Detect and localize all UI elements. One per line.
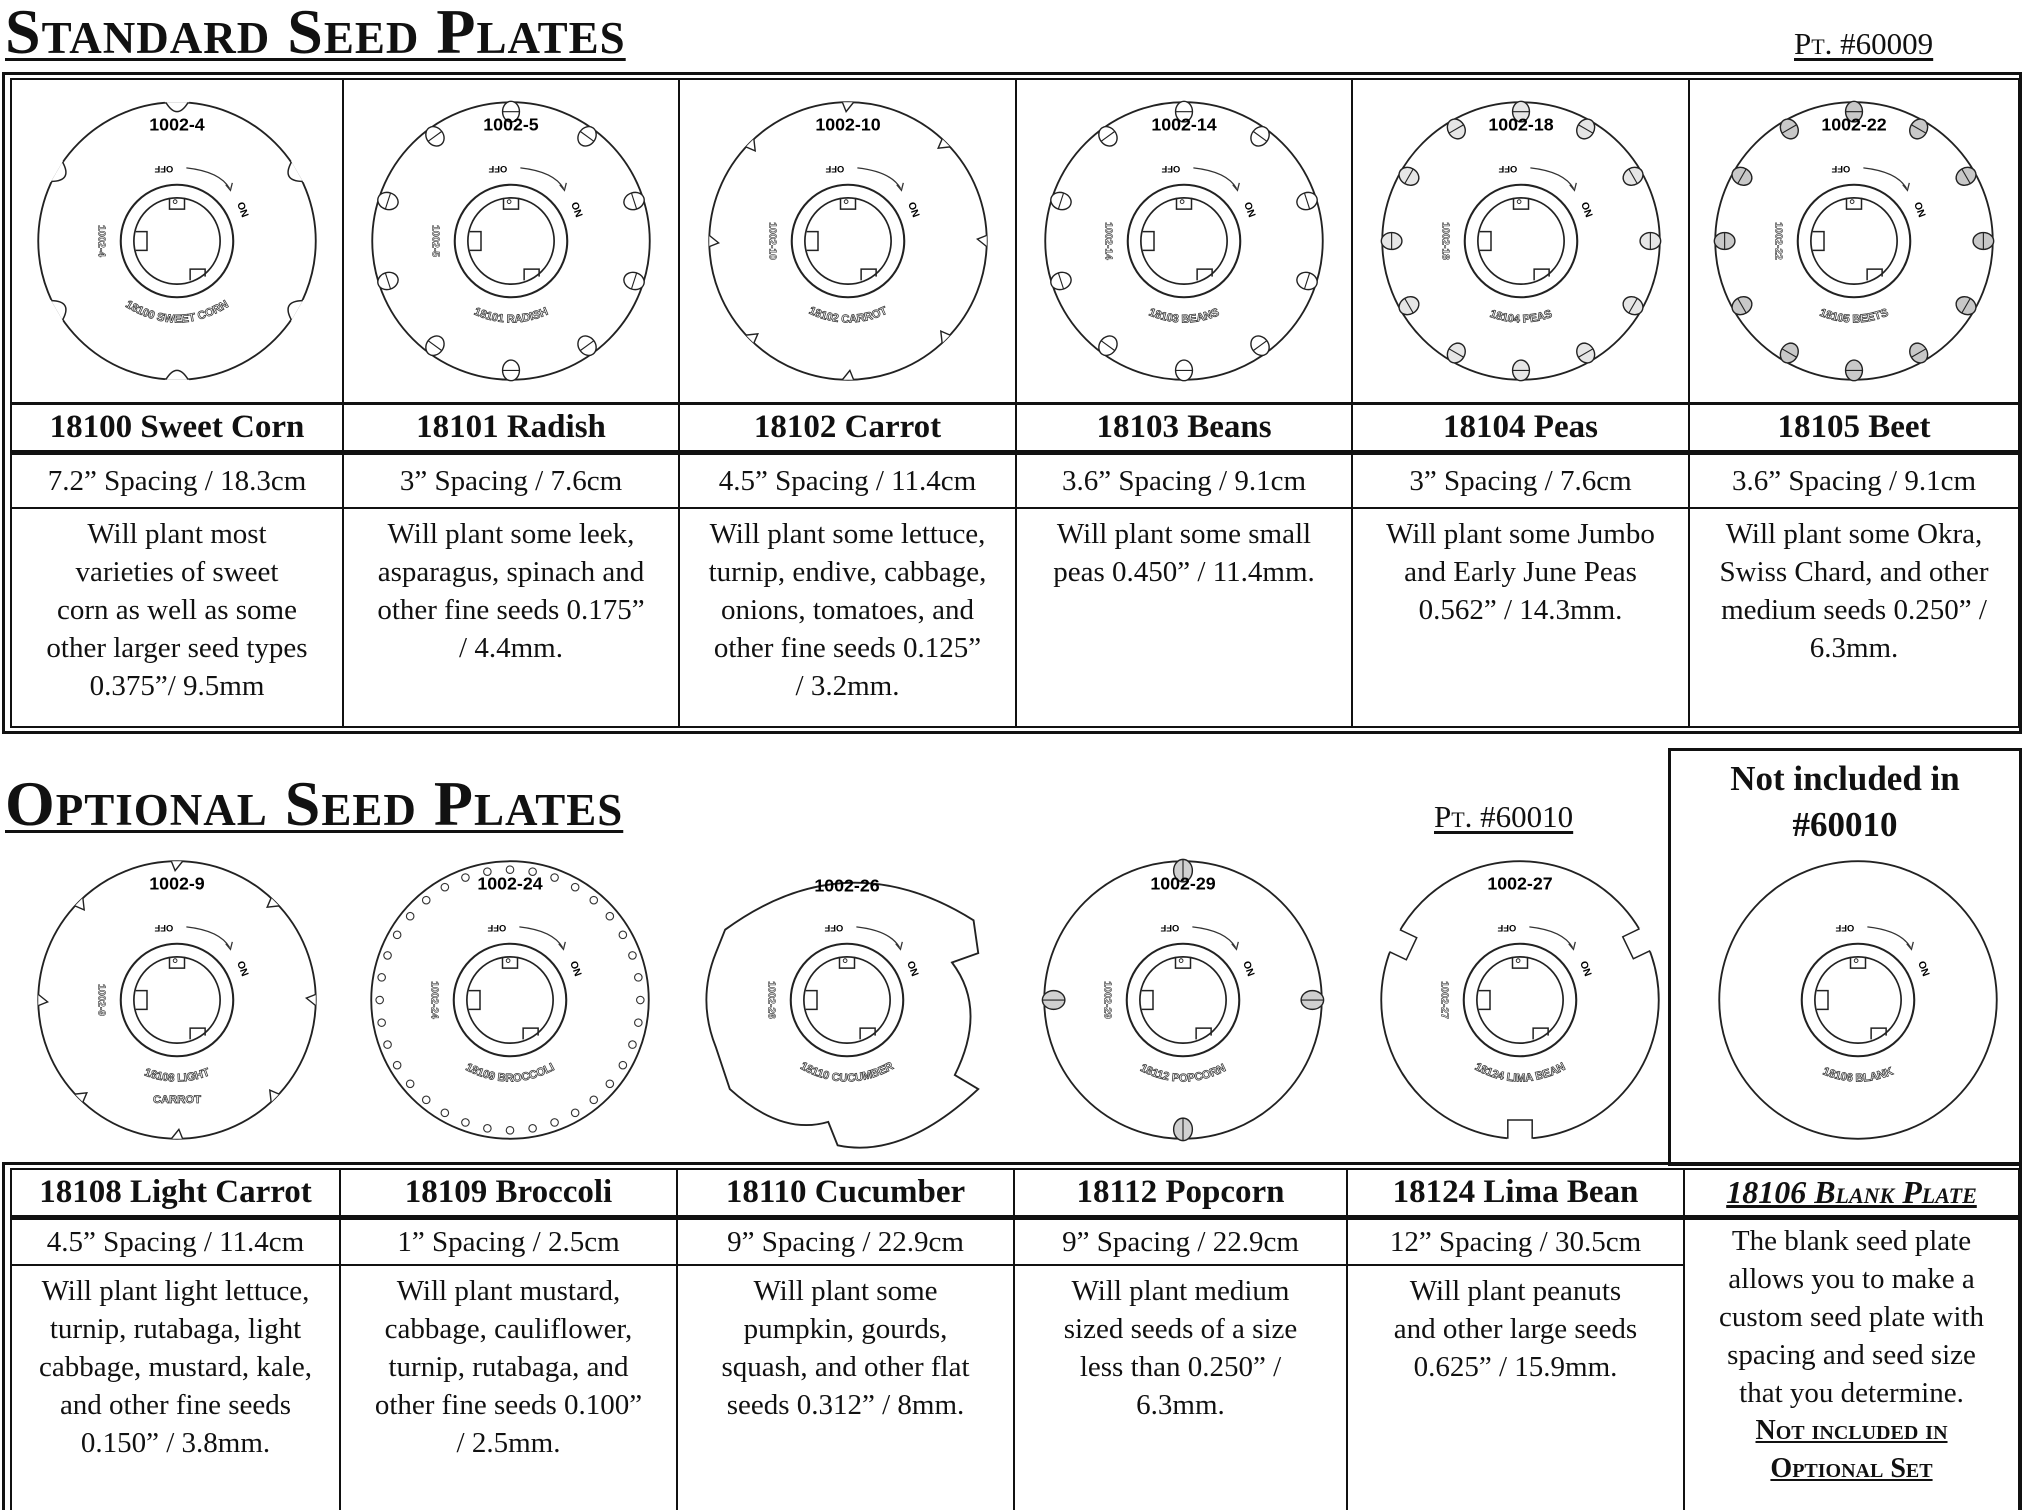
opt-plate-1-variety-label: 18109 BROCCOLI [463, 1061, 557, 1085]
std-plate-5-diagram [1704, 91, 2004, 391]
desc-line: sized seeds of a size [1063, 1313, 1298, 1345]
plate-spacing-2 [678, 455, 1015, 509]
opt-plate-1-diagram [360, 850, 660, 1150]
plate-name-4-text: 18104 Peas [1443, 409, 1598, 445]
opt-plate-4-on-text: ON [1576, 959, 1593, 979]
plate-name-5-text: 18105 Beet [1777, 409, 1931, 445]
opt-plate-1-cell [551, 874, 559, 882]
blank-plate-name [1683, 1170, 2018, 1220]
opt-plate-image-1 [342, 840, 678, 1160]
desc-line: spacing and seed size [1727, 1339, 1976, 1371]
opt-plate-4-disc [1381, 861, 1659, 1139]
opt-plate-1-cell [441, 1109, 449, 1117]
opt-plate-1-cell [384, 1041, 392, 1049]
opt-plate-3-side-id: 1002-29 [1101, 981, 1113, 1019]
desc-line: seeds 0.312” / 8mm. [726, 1389, 965, 1421]
optional-grid [12, 1170, 2018, 1510]
opt-plate-name-1-text: 18109 Broccoli [404, 1174, 613, 1210]
plate-name-0 [12, 405, 342, 455]
opt-plate-desc-2-lines [721, 1272, 969, 1510]
opt-plate-4-off-text: OFF [1497, 923, 1516, 933]
opt-plate-1-cell [635, 1019, 643, 1027]
opt-plate-name-0-text: 18108 Light Carrot [39, 1174, 312, 1210]
opt-plate-0-plate-id: 1002-9 [149, 873, 205, 894]
blank-plate-desc [1683, 1220, 2018, 1510]
opt-plate-name-0 [12, 1170, 339, 1220]
desc-line: other larger seed types [46, 632, 308, 664]
opt-plate-desc-3-lines [1064, 1272, 1298, 1510]
opt-plate-1-cell [619, 931, 627, 939]
opt-plate-spacing-3 [1013, 1220, 1346, 1266]
desc-line: other fine seeds 0.100” [374, 1389, 643, 1421]
opt-plate-name-3 [1013, 1170, 1346, 1220]
opt-plate-1-cell [571, 883, 579, 891]
opt-plate-2-off-text: OFF [824, 923, 843, 933]
std-plate-0-off-text: OFF [154, 164, 174, 174]
std-plate-3-side-id: 1002-14 [1102, 222, 1114, 260]
opt-plate-0-off-text: OFF [154, 923, 174, 933]
plate-spacing-1 [342, 455, 678, 509]
std-plate-4-disc [1382, 102, 1660, 380]
desc-line: varieties of sweet [75, 556, 279, 588]
opt-plate-desc-0-lines [39, 1272, 312, 1510]
standard-section-title: Standard Seed Plates [5, 0, 626, 67]
plate-spacing-1-text: 3” Spacing / 7.6cm [399, 464, 623, 497]
opt-plate-4-cell [1506, 1120, 1532, 1143]
opt-plate-1-cell [571, 1109, 579, 1117]
opt-plate-0-variety-label: 18108 LIGHT [142, 1066, 212, 1085]
opt-plate-3-cell [1042, 991, 1065, 1010]
std-plate-5-on-text: ON [1911, 200, 1927, 220]
std-plate-5-cell [1714, 233, 1735, 250]
opt-plate-2-side-id: 1002-26 [764, 981, 776, 1019]
plate-image-2 [678, 80, 1015, 405]
plate-spacing-3 [1015, 455, 1351, 509]
blank-note-line: Not included in [1755, 1415, 1948, 1446]
desc-line: Will plant mustard, [396, 1275, 621, 1307]
blank-plate-on-text: ON [1915, 959, 1931, 979]
opt-plate-1-cell [590, 1096, 598, 1104]
plate-desc-0 [12, 509, 342, 726]
desc-line: cabbage, mustard, kale, [39, 1351, 312, 1383]
desc-line: medium seeds 0.250” / [1721, 594, 1987, 626]
opt-plate-3-on-text: ON [1240, 959, 1256, 979]
std-plate-0-diagram [27, 91, 327, 391]
std-plate-5-cell [1973, 233, 1994, 250]
std-plate-5-cell [1846, 360, 1863, 381]
plate-image-1 [342, 80, 678, 405]
opt-plate-1-cell [441, 883, 449, 891]
opt-plate-name-4 [1346, 1170, 1683, 1220]
blank-plate-off-text: OFF [1835, 923, 1855, 933]
standard-grid [12, 80, 2018, 726]
desc-line: Will plant some Jumbo [1386, 518, 1655, 550]
plate-name-3 [1015, 405, 1351, 455]
std-plate-1-side-id: 1002-5 [429, 224, 441, 258]
opt-plate-1-on-text: ON [567, 959, 583, 979]
desc-line: and other fine seeds [59, 1389, 292, 1421]
plate-spacing-4-text: 3” Spacing / 7.6cm [1409, 464, 1632, 497]
desc-line: Will plant some [753, 1275, 938, 1307]
plate-spacing-0-text: 7.2” Spacing / 18.3cm [47, 464, 307, 497]
opt-plate-3-off-text: OFF [1160, 923, 1180, 933]
plate-name-3-text: 18103 Beans [1096, 409, 1272, 445]
opt-plate-1-cell [393, 931, 401, 939]
opt-plate-desc-4 [1346, 1266, 1683, 1510]
opt-plate-3-variety-label: 18112 POPCORN [1138, 1062, 1228, 1085]
opt-plate-spacing-4-text: 12” Spacing / 30.5cm [1389, 1225, 1642, 1258]
opt-plate-1-cell [384, 952, 392, 960]
plate-desc-3-lines [1053, 515, 1315, 726]
plate-desc-4-lines [1386, 515, 1655, 726]
std-plate-1-cell [503, 360, 520, 381]
plate-spacing-4 [1351, 455, 1688, 509]
desc-line: asparagus, spinach and [377, 556, 645, 588]
plate-spacing-3-text: 3.6” Spacing / 9.1cm [1061, 464, 1307, 497]
opt-plate-3-cell [1301, 991, 1324, 1010]
opt-plate-spacing-0 [12, 1220, 339, 1266]
std-plate-3-variety-label: 18103 BEANS [1147, 306, 1221, 326]
opt-plate-1-cell [462, 874, 470, 882]
opt-plate-4-variety-label: 18124 LIMA BEAN [1472, 1060, 1567, 1085]
opt-plate-4-side-id: 1002-27 [1437, 981, 1449, 1019]
opt-plate-spacing-3-text: 9” Spacing / 22.9cm [1062, 1225, 1299, 1258]
opt-plate-1-cell [462, 1119, 470, 1127]
opt-plate-1-cell [529, 1125, 537, 1133]
plate-spacing-2-text: 4.5” Spacing / 11.4cm [718, 464, 977, 497]
desc-line: allows you to make a [1728, 1263, 1975, 1295]
std-plate-5-variety-label: 18105 BEETS [1817, 306, 1891, 326]
plate-desc-2 [678, 509, 1015, 726]
opt-plate-1-cell [606, 912, 614, 920]
std-plate-3-cell [1176, 360, 1193, 381]
blank-plate-diagram [1708, 850, 2008, 1150]
desc-line: other fine seeds 0.125” [713, 632, 982, 664]
plate-desc-3 [1015, 509, 1351, 726]
desc-line: / 2.5mm. [456, 1427, 561, 1459]
opt-plate-3-cell [1174, 1118, 1193, 1141]
opt-plate-1-cell [422, 896, 430, 904]
opt-plate-1-cell [629, 952, 637, 960]
opt-plate-name-2 [676, 1170, 1013, 1220]
std-plate-1-diagram [361, 91, 661, 391]
desc-line: 0.562” / 14.3mm. [1418, 594, 1623, 626]
standard-part-number: Pt. #60009 [1794, 26, 1934, 61]
opt-plate-4-diagram [1370, 850, 1670, 1150]
std-plate-4-on-text: ON [1577, 200, 1594, 220]
opt-plate-1-cell [376, 996, 384, 1004]
opt-plate-1-cell [422, 1096, 430, 1104]
desc-line: 6.3mm. [1136, 1389, 1225, 1421]
opt-plate-1-cell [506, 1127, 514, 1135]
opt-plate-1-cell [619, 1061, 627, 1069]
opt-plate-spacing-1 [339, 1220, 676, 1266]
plate-name-4 [1351, 405, 1688, 455]
desc-line: turnip, rutabaga, light [49, 1313, 302, 1345]
std-plate-4-off-text: OFF [1498, 164, 1517, 174]
desc-line: 0.375”/ 9.5mm [89, 670, 265, 702]
desc-line: Swiss Chard, and other [1719, 556, 1989, 588]
opt-plate-image-3 [1015, 840, 1351, 1160]
std-plate-2-on-text: ON [904, 200, 921, 220]
opt-plate-image-4 [1351, 840, 1688, 1160]
plate-name-2-text: 18102 Carrot [753, 409, 942, 445]
desc-line: that you determine. [1739, 1377, 1964, 1409]
opt-plate-3-disc [1044, 861, 1322, 1139]
std-plate-1-on-text: ON [568, 200, 584, 220]
desc-line: The blank seed plate [1731, 1225, 1972, 1257]
blank-plate-variety-label: 18106 BLANK [1821, 1065, 1895, 1085]
std-plate-2-plate-id: 1002-10 [814, 114, 881, 135]
desc-line: peas 0.450” / 11.4mm. [1053, 556, 1315, 588]
blank-note-line: Optional Set [1770, 1453, 1933, 1484]
plate-image-3 [1015, 80, 1351, 405]
opt-plate-image-2 [678, 840, 1015, 1160]
std-plate-5-disc [1715, 102, 1993, 380]
opt-plate-spacing-1-text: 1” Spacing / 2.5cm [397, 1225, 620, 1258]
opt-plate-1-off-text: OFF [487, 923, 507, 933]
std-plate-1-variety-label: 18101 RADISH [472, 305, 550, 326]
opt-plate-1-cell [484, 1125, 492, 1133]
plate-spacing-5-text: 3.6” Spacing / 9.1cm [1731, 464, 1977, 497]
desc-line: Will plant some Okra, [1725, 518, 1983, 550]
std-plate-1-plate-id: 1002-5 [483, 114, 539, 135]
plate-desc-0-lines [46, 515, 307, 726]
std-plate-4-cell [1640, 233, 1661, 250]
opt-plate-1-cell [637, 996, 645, 1004]
desc-line: pumpkin, gourds, [743, 1313, 948, 1345]
desc-line: squash, and other flat [721, 1351, 970, 1383]
std-plate-3-off-text: OFF [1161, 164, 1181, 174]
desc-line: other fine seeds 0.175” [377, 594, 645, 626]
blank-plate-image [1688, 840, 2018, 1160]
std-plate-1-off-text: OFF [488, 164, 508, 174]
opt-plate-1-cell [378, 974, 386, 982]
std-plate-4-diagram [1371, 91, 1671, 391]
std-plate-3-on-text: ON [1241, 200, 1257, 220]
opt-plate-1-cell [551, 1119, 559, 1127]
plate-desc-5-lines [1719, 515, 1988, 726]
opt-plate-desc-1 [339, 1266, 676, 1510]
plate-image-5 [1688, 80, 2018, 405]
std-plate-3-plate-id: 1002-14 [1151, 114, 1217, 135]
std-plate-0-disc [38, 102, 316, 380]
opt-plate-2-plate-id: 1002-26 [813, 875, 880, 896]
desc-line: less than 0.250” / [1079, 1351, 1282, 1383]
desc-line: and other large seeds [1393, 1313, 1638, 1345]
opt-plate-spacing-4 [1346, 1220, 1683, 1266]
plate-desc-5 [1688, 509, 2018, 726]
opt-plate-spacing-2 [676, 1220, 1013, 1266]
std-plate-4-side-id: 1002-18 [1438, 222, 1450, 260]
plate-desc-1-lines [377, 515, 644, 726]
opt-plate-name-3-text: 18112 Popcorn [1076, 1174, 1285, 1210]
desc-line: onions, tomatoes, and [721, 594, 974, 626]
opt-plate-name-1 [339, 1170, 676, 1220]
desc-line: and Early June Peas [1404, 556, 1637, 588]
desc-line: turnip, rutabaga, and [388, 1351, 629, 1383]
std-plate-0-side-id: 1002-4 [95, 224, 107, 258]
desc-line: 0.625” / 15.9mm. [1413, 1351, 1618, 1383]
optional-image-row [12, 840, 2018, 1160]
std-plate-2-diagram [698, 91, 998, 391]
desc-line: 0.150” / 3.8mm. [80, 1427, 271, 1459]
opt-plate-image-0 [12, 840, 342, 1160]
opt-plate-2-diagram [697, 850, 997, 1150]
opt-plate-2-on-text: ON [903, 959, 920, 979]
opt-plate-0-on-text: ON [234, 959, 250, 979]
opt-plate-desc-4-lines [1394, 1272, 1637, 1510]
std-plate-5-side-id: 1002-22 [1772, 222, 1784, 260]
desc-line: turnip, endive, cabbage, [708, 556, 987, 588]
desc-line: corn as well as some [56, 594, 297, 626]
std-plate-0-variety-label: 18100 SWEET CORN [123, 298, 231, 326]
plate-spacing-0 [12, 455, 342, 509]
plate-name-1-text: 18101 Radish [416, 409, 606, 445]
plate-image-4 [1351, 80, 1688, 405]
opt-plate-name-2-text: 18110 Cucumber [725, 1174, 966, 1210]
opt-plate-1-cell [590, 896, 598, 904]
opt-plate-1-cell [629, 1041, 637, 1049]
opt-plate-name-4-text: 18124 Lima Bean [1392, 1174, 1639, 1210]
std-plate-4-cell [1381, 233, 1402, 250]
opt-plate-1-cell [393, 1061, 401, 1069]
desc-line: Will plant medium [1071, 1275, 1290, 1307]
optional-section-title: Optional Seed Plates [5, 768, 624, 839]
std-plate-4-cell [1512, 360, 1529, 381]
blank-plate-desc-lines [1719, 1222, 1984, 1510]
optional-part-number: Pt. #60010 [1434, 799, 1574, 834]
blank-plate-disc [1719, 861, 1997, 1139]
desc-line: custom seed plate with [1719, 1301, 1984, 1333]
std-plate-0-plate-id: 1002-4 [149, 114, 205, 135]
opt-plate-1-cell [506, 866, 514, 874]
opt-plate-3-plate-id: 1002-29 [1150, 873, 1216, 894]
opt-plate-desc-3 [1013, 1266, 1346, 1510]
desc-line: Will plant most [87, 518, 267, 550]
plate-name-0-text: 18100 Sweet Corn [49, 409, 305, 445]
plate-name-2 [678, 405, 1015, 455]
opt-plate-2-variety-label: 18110 CUCUMBER [797, 1060, 896, 1085]
std-plate-3-disc [1045, 102, 1323, 380]
opt-plate-0-variety-label-2: CARROT [152, 1094, 202, 1107]
std-plate-4-plate-id: 1002-18 [1487, 114, 1554, 135]
desc-line: cabbage, cauliflower, [384, 1313, 633, 1345]
std-plate-2-variety-label: 18102 CARROT [806, 304, 889, 326]
plate-image-0 [12, 80, 342, 405]
opt-plate-0-diagram [27, 850, 327, 1150]
plate-name-5 [1688, 405, 2018, 455]
desc-line: Will plant some leek, [387, 518, 635, 550]
desc-line: / 3.2mm. [795, 670, 900, 702]
desc-line: Will plant some small [1056, 518, 1312, 550]
not-included-header: Not included in #60010 [1730, 759, 1960, 844]
std-plate-5-off-text: OFF [1831, 164, 1851, 174]
opt-plate-desc-2 [676, 1266, 1013, 1510]
opt-plate-1-cell [406, 1080, 414, 1088]
std-plate-1-disc [372, 102, 650, 380]
opt-plate-desc-0 [12, 1266, 339, 1510]
opt-plate-spacing-2-text: 9” Spacing / 22.9cm [727, 1225, 964, 1258]
desc-line: / 4.4mm. [459, 632, 563, 664]
std-plate-0-on-text: ON [234, 200, 250, 220]
std-plate-2-side-id: 1002-10 [765, 222, 777, 260]
std-plate-3-diagram [1034, 91, 1334, 391]
opt-plate-1-cell [406, 912, 414, 920]
opt-plate-desc-1-lines [375, 1272, 642, 1510]
opt-plate-2-disc [706, 883, 978, 1148]
std-plate-4-variety-label: 18104 PEAS [1487, 308, 1554, 326]
desc-line: 6.3mm. [1809, 632, 1899, 664]
std-plate-2-off-text: OFF [825, 164, 844, 174]
plate-desc-2-lines [709, 515, 987, 726]
opt-plate-1-cell [378, 1019, 386, 1027]
opt-plate-4-plate-id: 1002-27 [1486, 873, 1553, 894]
opt-plate-1-side-id: 1002-24 [428, 981, 440, 1019]
opt-plate-spacing-0-text: 4.5” Spacing / 11.4cm [46, 1225, 305, 1258]
plate-spacing-5 [1688, 455, 2018, 509]
opt-plate-0-side-id: 1002-9 [95, 983, 107, 1017]
std-plate-5-plate-id: 1002-22 [1821, 114, 1887, 135]
desc-line: Will plant light lettuce, [41, 1275, 310, 1307]
opt-plate-1-disc [371, 861, 649, 1139]
opt-plate-1-plate-id: 1002-24 [477, 873, 543, 894]
opt-plate-1-cell [635, 974, 643, 982]
plate-desc-4 [1351, 509, 1688, 726]
blank-plate-title: 18106 Blank Plate [1726, 1174, 1977, 1210]
opt-plate-3-diagram [1033, 850, 1333, 1150]
desc-line: Will plant some lettuce, [709, 518, 986, 550]
opt-plate-1-cell [606, 1080, 614, 1088]
desc-line: Will plant peanuts [1409, 1275, 1622, 1307]
plate-desc-1 [342, 509, 678, 726]
plate-name-1 [342, 405, 678, 455]
